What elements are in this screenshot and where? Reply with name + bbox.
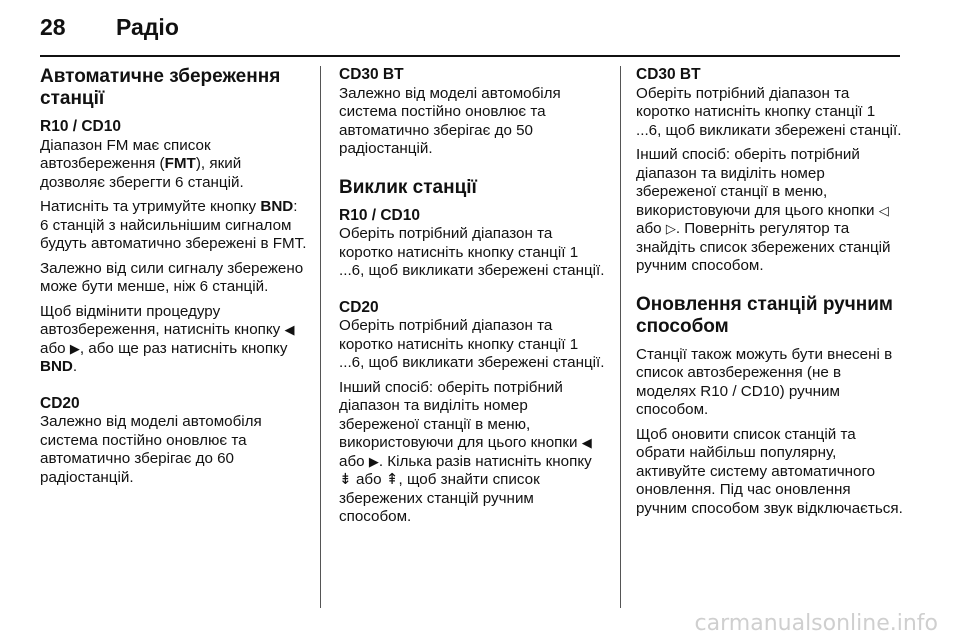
text: . Кілька разів натисніть кнопку: [378, 452, 592, 470]
column-3: [636, 66, 904, 524]
text: , або ще раз натисніть кнопку: [79, 339, 288, 357]
seek-down-icon: ⇟: [339, 471, 352, 488]
text: або: [636, 220, 666, 237]
page-number: 28: [40, 14, 66, 40]
bnd-label: BND: [40, 358, 73, 375]
text: Діапазон FM має список автозбереження (: [40, 136, 211, 172]
bnd-label: BND: [260, 198, 294, 215]
subheading-r10-cd10: R10 / CD10: [339, 206, 420, 224]
text: або: [351, 471, 386, 488]
left-triangle-icon: ◁: [878, 202, 889, 218]
paragraph: [40, 303, 308, 377]
paragraph: Залежно від моделі автомобіля система постійно оновлює та автоматично зберігає до 50 радіостанцій.: [339, 84, 561, 157]
watermark: carmanualsonline.info: [694, 611, 938, 636]
text: . Поверніть регулятор та знайдіть список збережених станцій ручним способом.: [636, 220, 891, 274]
fmt-label: FMT: [164, 155, 196, 172]
subheading-r10-cd10: R10 / CD10: [40, 118, 121, 135]
subheading-cd20: CD20: [40, 394, 80, 412]
heading-manual-update: Оновлення станцій ручним способом: [636, 293, 893, 337]
paragraph: [339, 379, 607, 527]
text: Щоб відмінити процедуру автозбереження, натисніть кнопку: [40, 302, 285, 338]
column-2: [339, 66, 607, 533]
right-arrow-icon: ▶: [368, 453, 379, 469]
heading-auto-store: Автоматичне збереження станції: [40, 66, 281, 109]
paragraph: Оберіть потрібний діапазон та коротко натисніть кнопку станції 1 ...6, щоб викликати збережені станції.: [339, 317, 605, 371]
text: або: [40, 339, 70, 357]
column-divider: [320, 66, 321, 608]
paragraph: Залежно від сили сигналу збережено може бути менше, ніж 6 станцій.: [40, 259, 304, 295]
paragraph: Оберіть потрібний діапазон та коротко натисніть кнопку станції 1 ...6, щоб викликати збережені станції.: [339, 225, 605, 279]
text: Натисніть та утримуйте кнопку: [40, 198, 261, 215]
paragraph: Оберіть потрібний діапазон та коротко натисніть кнопку станції 1 ...6, щоб викликати збережені станції.: [636, 84, 902, 139]
seek-up-icon: ⇞: [385, 471, 399, 488]
left-arrow-icon: ◀: [284, 322, 295, 337]
heading-recall-station: Виклик станції: [339, 176, 477, 198]
paragraph: Щоб оновити список станцій та обрати найбільш популярну, активуйте систему автоматичного оновлення. Під час оновлення ручним способом звук відключається.: [636, 425, 903, 517]
subheading-cd30bt: CD30 BT: [339, 66, 404, 83]
text: Інший спосіб: оберіть потрібний діапазон та виділіть номер збереженої станції в меню, використовуючи для цього кнопки: [339, 378, 582, 451]
paragraph: Станції також можуть бути внесені в список автозбереження (не в моделях R10 / CD10) ручним способом.: [636, 345, 893, 418]
right-triangle-icon: ▷: [665, 221, 676, 236]
subheading-cd20: CD20: [339, 298, 379, 316]
right-arrow-icon: ▶: [69, 340, 80, 356]
paragraph: [636, 146, 904, 276]
header-divider: [40, 55, 900, 57]
paragraph: Залежно від моделі автомобіля система постійно оновлює та автоматично зберігає до 60 радіостанцій.: [40, 413, 262, 486]
left-arrow-icon: ◀: [581, 435, 592, 450]
text: , щоб знайти список збережених станцій ручним способом.: [339, 471, 540, 525]
text: : 6 станцій з найсильнішим сигналом будуть автоматично збережені в FMT.: [40, 198, 307, 252]
column-divider: [620, 66, 621, 608]
text: ), який дозволяє зберегти 6 станцій.: [40, 155, 244, 191]
column-1: [40, 66, 308, 493]
text: .: [72, 358, 78, 375]
text: або: [339, 452, 369, 470]
paragraph: [40, 198, 308, 254]
subheading-cd30bt: CD30 BT: [636, 66, 701, 83]
text: Інший спосіб: оберіть потрібний діапазон та виділіть номер збереженої станції в меню, використовуючи для цього кнопки: [636, 146, 879, 219]
paragraph: [40, 137, 308, 193]
section-title: Радіо: [116, 14, 179, 40]
